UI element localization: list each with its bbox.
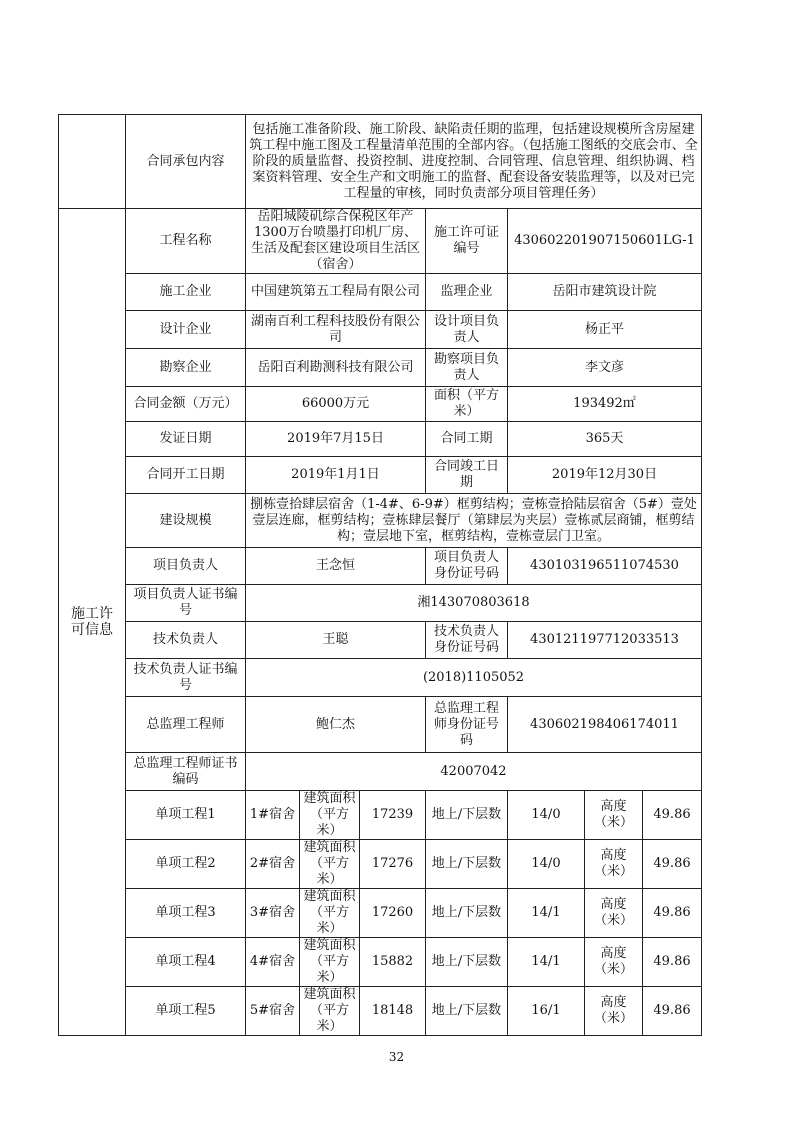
sub-area-header: 建筑面积（平方米） (300, 987, 360, 1036)
amount-label: 合同金额（万元） (126, 387, 246, 422)
tech-name: 王聪 (246, 622, 426, 659)
sub-area: 17260 (360, 889, 426, 938)
scope-text: 包括施工准备阶段、施工阶段、缺陷责任期的监理，包括建设规模所含房屋建筑工程中施工图及工程量清单范围的全部内容。（包括施工图纸的交底会市、全阶段的质量监督、投资控制、进度控制、合同管理、信息管理、组织协调、档案资料管理、安全生产和文明施工的监督、配套设备安装监理等，以及对已完工程量的审核，同时负责部分项目管理任务） (246, 115, 702, 209)
scale-label: 建设规模 (126, 494, 246, 548)
pm-id: 430103196511074530 (508, 548, 702, 585)
design-label: 设计企业 (126, 311, 246, 349)
project-info-table (58, 114, 702, 1036)
chief-id-label: 总监理工程师身份证号码 (426, 697, 508, 753)
sub-area: 17276 (360, 840, 426, 889)
project-name: 岳阳城陵矶综合保税区年产1300万台喷墨打印机厂房、生活及配套区建设项目生活区（宿舍） (246, 209, 426, 274)
sub-name: 4#宿舍 (246, 938, 300, 987)
sub-area: 18148 (360, 987, 426, 1036)
sub-label: 单项工程2 (126, 840, 246, 889)
sub-height: 49.86 (643, 791, 702, 840)
area: 193492㎡ (508, 387, 702, 422)
end-date-label: 合同竣工日期 (426, 457, 508, 494)
survey-lead: 李文彦 (508, 349, 702, 387)
sub-label: 单项工程4 (126, 938, 246, 987)
tech-id-label: 技术负责人身份证号码 (426, 622, 508, 659)
table-row (59, 938, 702, 987)
survey-lead-label: 勘察项目负责人 (426, 349, 508, 387)
issue-date: 2019年7月15日 (246, 422, 426, 457)
design-lead: 杨正平 (508, 311, 702, 349)
sub-floors: 14/0 (508, 840, 585, 889)
contractor-label: 施工企业 (126, 274, 246, 311)
permit-no: 430602201907150601LG-1 (508, 209, 702, 274)
sub-floors: 14/1 (508, 889, 585, 938)
design: 湖南百利工程科技股份有限公司 (246, 311, 426, 349)
sub-floors: 14/1 (508, 938, 585, 987)
sub-height-header: 高度（米） (585, 889, 643, 938)
sub-height: 49.86 (643, 840, 702, 889)
tech-cert-label: 技术负责人证书编号 (126, 659, 246, 697)
blank-cell (59, 115, 126, 209)
amount: 66000万元 (246, 387, 426, 422)
sub-name: 3#宿舍 (246, 889, 300, 938)
section-label: 施工许可信息 (59, 209, 126, 1036)
pm-label: 项目负责人 (126, 548, 246, 585)
start-date: 2019年1月1日 (246, 457, 426, 494)
area-label: 面积（平方米） (426, 387, 508, 422)
contractor: 中国建筑第五工程局有限公司 (246, 274, 426, 311)
sub-name: 5#宿舍 (246, 987, 300, 1036)
table-row (59, 840, 702, 889)
sub-floors-header: 地上/下层数 (426, 889, 508, 938)
sub-label: 单项工程1 (126, 791, 246, 840)
tech-label: 技术负责人 (126, 622, 246, 659)
survey-label: 勘察企业 (126, 349, 246, 387)
sub-height-header: 高度（米） (585, 840, 643, 889)
chief-cert-label: 总监理工程师证书编码 (126, 753, 246, 791)
tech-id: 430121197712033513 (508, 622, 702, 659)
pm-id-label: 项目负责人身份证号码 (426, 548, 508, 585)
sub-height: 49.86 (643, 987, 702, 1036)
sub-floors-header: 地上/下层数 (426, 987, 508, 1036)
issue-date-label: 发证日期 (126, 422, 246, 457)
sub-floors-header: 地上/下层数 (426, 938, 508, 987)
sub-floors-header: 地上/下层数 (426, 840, 508, 889)
sub-height: 49.86 (643, 938, 702, 987)
sub-floors-header: 地上/下层数 (426, 791, 508, 840)
pm-cert-label: 项目负责人证书编号 (126, 585, 246, 622)
sub-area: 17239 (360, 791, 426, 840)
chief-cert: 42007042 (246, 753, 702, 791)
project-name-label: 工程名称 (126, 209, 246, 274)
tech-cert: (2018)1105052 (246, 659, 702, 697)
chief-name: 鲍仁杰 (246, 697, 426, 753)
sub-height: 49.86 (643, 889, 702, 938)
sub-name: 1#宿舍 (246, 791, 300, 840)
sub-floors: 14/0 (508, 791, 585, 840)
survey: 岳阳百利勘测科技有限公司 (246, 349, 426, 387)
supervisor: 岳阳市建筑设计院 (508, 274, 702, 311)
period-label: 合同工期 (426, 422, 508, 457)
supervisor-label: 监理企业 (426, 274, 508, 311)
chief-label: 总监理工程师 (126, 697, 246, 753)
sub-area-header: 建筑面积（平方米） (300, 889, 360, 938)
sub-name: 2#宿舍 (246, 840, 300, 889)
scale-text: 捌栋壹拾肆层宿舍（1-4#、6-9#）框剪结构；壹栋壹拾陆层宿舍（5#）壹处壹层连廊，框剪结构；壹栋肆层餐厅（第肆层为夹层）壹栋贰层商铺，框剪结构；壹层地下室，框剪结构，壹栋壹层门卫室。 (246, 494, 702, 548)
sub-floors: 16/1 (508, 987, 585, 1036)
sub-area-header: 建筑面积（平方米） (300, 791, 360, 840)
chief-id: 430602198406174011 (508, 697, 702, 753)
table-row (59, 791, 702, 840)
scope-label: 合同承包内容 (126, 115, 246, 209)
sub-label: 单项工程3 (126, 889, 246, 938)
table-row (59, 987, 702, 1036)
sub-height-header: 高度（米） (585, 938, 643, 987)
pm-cert: 湘143070803618 (246, 585, 702, 622)
sub-label: 单项工程5 (126, 987, 246, 1036)
end-date: 2019年12月30日 (508, 457, 702, 494)
sub-height-header: 高度（米） (585, 987, 643, 1036)
pm-name: 王念恒 (246, 548, 426, 585)
sub-area-header: 建筑面积（平方米） (300, 938, 360, 987)
sub-height-header: 高度（米） (585, 791, 643, 840)
table-row (59, 889, 702, 938)
page-number: 32 (388, 1050, 405, 1064)
period: 365天 (508, 422, 702, 457)
permit-no-label: 施工许可证编号 (426, 209, 508, 274)
design-lead-label: 设计项目负责人 (426, 311, 508, 349)
start-date-label: 合同开工日期 (126, 457, 246, 494)
sub-area-header: 建筑面积（平方米） (300, 840, 360, 889)
sub-area: 15882 (360, 938, 426, 987)
